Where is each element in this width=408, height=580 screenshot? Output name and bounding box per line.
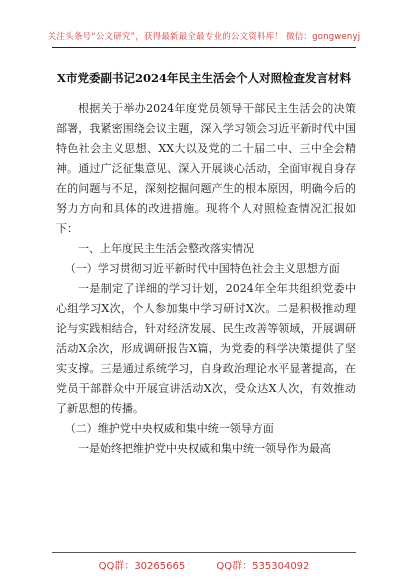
- document-body: [56, 99, 356, 459]
- header-divider: [52, 47, 356, 48]
- header-banner: 关注头条号“公文研究”，获得最新最全最专业的公文资料库！ 微信：gongwenyj: [47, 32, 361, 42]
- subsection-heading-1: （一）学习贯彻习近平新时代中国特色社会主义思想方面: [64, 262, 340, 275]
- section-heading-1: 一、上年度民主生活会整改落实情况: [78, 242, 254, 255]
- body-paragraph: 一是制定了详细的学习计划，2024年全年共组织党委中心组学习X次，个人参加集中学习研讨X次。二是积极推动理论与实践相结合，针对经济发展、民生改善等领域，开展调研活动X余次，形成调研报告X篇，为党委的科学决策提供了坚实支撑。三是通过系统学习，自身政治理论水平显著提高，在党员干部群众中开展宣讲活动X次，受众达X人次，有效推动了新思想的传播。: [56, 282, 356, 415]
- footer-qq-group-2: QQ群：535304092: [216, 561, 310, 572]
- footer-divider: [52, 552, 356, 553]
- footer: [0, 557, 408, 572]
- document-title: X市党委副书记2024年民主生活会个人对照检查发言材料: [57, 71, 351, 85]
- body-paragraph-partial: 一是始终把维护党中央权威和集中统一领导作为最高: [78, 442, 331, 455]
- footer-qq-group-1: QQ群：30265665: [98, 561, 186, 572]
- subsection-heading-2: （二）维护党中央权威和集中统一领导方面: [64, 422, 274, 435]
- intro-paragraph: 根据关于举办2024年度党员领导干部民主生活会的决策部署，我紧密围绕会议主题，深入学习领会习近平新时代中国特色社会主义思想、XX大以及党的二十届二中、三中全会精神。通过广泛征集意见、深入开展谈心活动，全面审视自身存在的问题与不足，深刻挖掘问题产生的根本原因，明确今后的努力方向和具体的改进措施。现将个人对照检查情况汇报如下：: [56, 102, 356, 235]
